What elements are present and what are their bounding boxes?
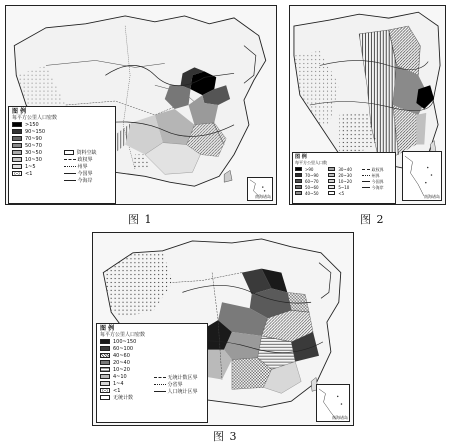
inset-label: 南海诸岛	[255, 194, 271, 199]
legend-item: <5	[328, 190, 359, 196]
legend-item: 无统计数区界	[154, 374, 205, 381]
legend-item: 今海岸	[64, 177, 113, 184]
legend-item: 20~40	[100, 359, 151, 366]
legend-item: 60~100	[100, 345, 151, 352]
legend-item: <1	[100, 387, 151, 394]
legend-figure-3	[96, 323, 208, 423]
legend-subtitle: 每平方公里人口数	[295, 160, 327, 165]
legend-title: 图 例	[12, 108, 27, 115]
legend-item: 政权界	[64, 156, 113, 163]
legend-item: 人口统计区界	[154, 388, 205, 395]
legend-item: 分省界	[154, 381, 205, 388]
legend-item: 4~10	[100, 373, 151, 380]
legend-item: 10~20	[328, 178, 359, 184]
legend-item: 70~90	[12, 135, 61, 142]
legend-item: 1~4	[100, 380, 151, 387]
legend-item: >150	[12, 121, 61, 128]
legend-title: 图 例	[295, 154, 307, 160]
legend-item: 无统计数	[100, 394, 151, 401]
legend-item: 10~20	[100, 366, 151, 373]
caption-figure-3: 图 3	[213, 430, 238, 443]
legend-title: 图 例	[100, 325, 115, 332]
legend-item: 今海岸	[362, 184, 393, 190]
legend-item: 30~40	[328, 166, 359, 172]
legend-item: 50~70	[12, 142, 61, 149]
legend-item: 100~150	[100, 338, 151, 345]
inset-south-china-sea-3	[316, 384, 350, 422]
legend-item: 90~150	[12, 128, 61, 135]
caption-figure-2: 图 2	[360, 213, 385, 226]
legend-item: 州界	[64, 163, 113, 170]
caption-figure-1: 图 1	[128, 213, 153, 226]
legend-item: 70~90	[295, 172, 326, 178]
inset-south-china-sea-1	[247, 177, 273, 201]
legend-item: 60~70	[295, 178, 326, 184]
legend-item: 40~60	[100, 352, 151, 359]
legend-figure-1	[8, 106, 116, 204]
legend-item: 20~30	[328, 172, 359, 178]
inset-label: 南海诸岛	[424, 194, 440, 199]
legend-figure-2	[292, 152, 396, 204]
legend-item: 30~50	[12, 149, 61, 156]
legend-item: 今国界	[362, 178, 393, 184]
legend-item: >90	[295, 166, 326, 172]
legend-item: 50~60	[295, 184, 326, 190]
legend-item: 10~30	[12, 156, 61, 163]
legend-item: <1	[12, 170, 61, 177]
legend-item: 1~5	[12, 163, 61, 170]
legend-subtitle: 每平方公里人口密数	[12, 115, 58, 121]
legend-item: 州界	[362, 172, 393, 178]
map-figure-1	[5, 5, 277, 205]
map-figure-2	[289, 5, 446, 205]
legend-item: 5~10	[328, 184, 359, 190]
map-figure-3	[92, 232, 354, 426]
legend-item: 资料空缺	[64, 149, 113, 156]
legend-item: 40~50	[295, 190, 326, 196]
inset-label: 南海诸岛	[332, 415, 348, 420]
legend-item: 今国界	[64, 170, 113, 177]
legend-item: 政权界	[362, 166, 393, 172]
inset-south-china-sea-2	[402, 151, 442, 201]
legend-subtitle: 每平方公里人口密数	[100, 332, 146, 338]
